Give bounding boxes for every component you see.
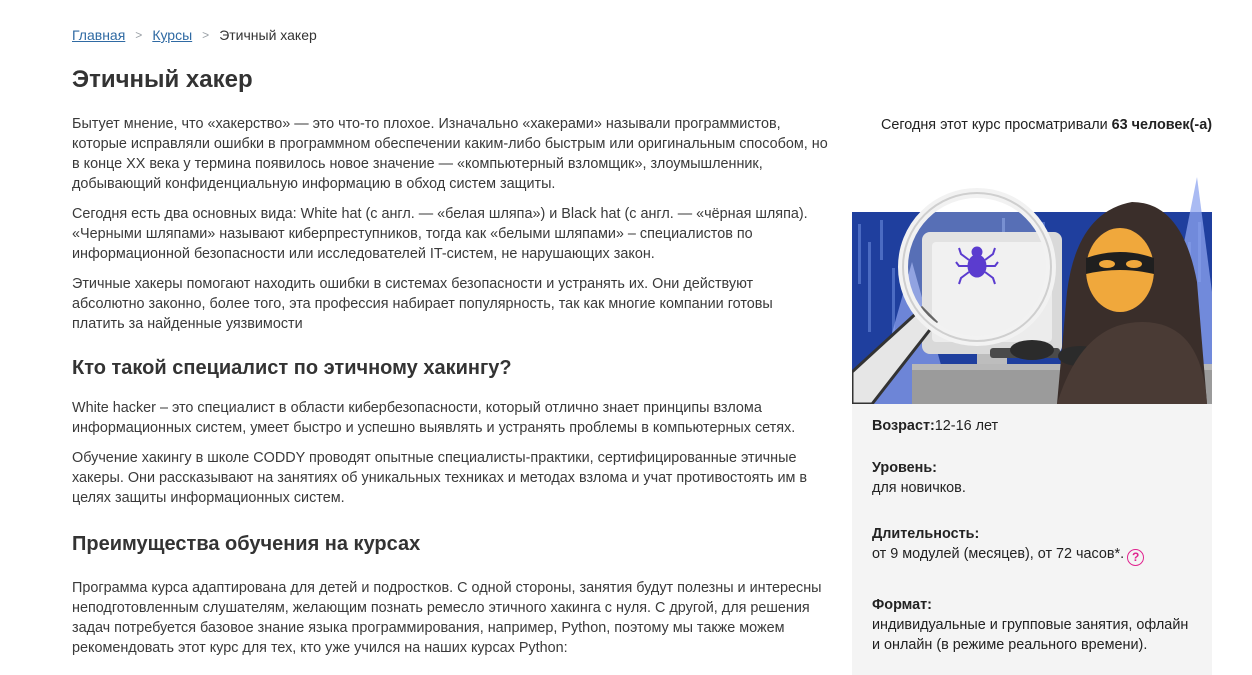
age-row <box>872 416 1192 436</box>
views-counter <box>840 114 1212 136</box>
section-paragraph: Обучение хакингу в школе CODDY проводят опытные специалисты-практики, сертифицированные этичные хакеры. Они рассказывают на занятиях об уникальных техниках и методах взлома и учат противостоять им в целях защиты информационных систем. <box>72 450 808 506</box>
intro-paragraph: Сегодня есть два основных вида: White hat (с англ. — «белая шляпа») и Black hat (с англ. — «чёрная шляпа). «Черными шляпами» называют киберпреступников, тогда как «белыми шляпами» – специалистов по информационной безопасности или исследователей IT-систем, не нарушающих закон. <box>72 206 808 262</box>
level-row <box>872 458 1192 498</box>
breadcrumb-current: Этичный хакер <box>219 27 317 43</box>
section-heading-who: Кто такой специалист по этичному хакингу? <box>72 357 512 379</box>
breadcrumb-separator: > <box>135 28 143 42</box>
course-description <box>72 114 828 668</box>
duration-row <box>872 524 1192 566</box>
section-heading-advantages: Преимущества обучения на курсах <box>72 533 421 555</box>
hacker-illustration <box>852 172 1212 404</box>
format-value: индивидуальные и групповые занятия, офлайн и онлайн (в режиме реального времени). <box>872 617 1189 653</box>
format-label: Формат: <box>872 597 932 613</box>
level-value: для новичков. <box>872 480 966 496</box>
breadcrumb <box>72 26 317 44</box>
page-title: Этичный хакер <box>72 66 253 93</box>
section-paragraph: White hacker – это специалист в области кибербезопасности, который отлично знает принципы взлома информационных систем, умеет быстро и успешно выявлять и устранять проблемы в компьютерных сетях. <box>72 400 796 436</box>
age-label: Возраст: <box>872 418 935 434</box>
format-row <box>872 595 1192 655</box>
intro-paragraph: Бытует мнение, что «хакерство» — это что-то плохое. Изначально «хакерами» называли программистов, которые исправляли ошибки в программном обеспечении каким-либо быстрым или оригинальным способом, но в конце XX века у термина появилось новое значение — «компьютерный взломщик», злоумышленник, добывающий конфиденциальную информацию в обход систем защиты. <box>72 116 828 192</box>
age-value: 12-16 лет <box>934 418 999 434</box>
intro-paragraph: Этичные хакеры помогают находить ошибки в системах безопасности и устранять их. Они действуют абсолютно законно, более того, эта профессия набирает популярность, так как многие компании готовы платить за найденные уязвимости <box>72 276 773 332</box>
views-prefix: Сегодня этот курс просматривали <box>880 117 1112 133</box>
duration-value: от 9 модулей (месяцев), от 72 часов*. <box>872 546 1125 562</box>
views-count: 63 человек(-а) <box>1111 117 1212 133</box>
duration-label: Длительность: <box>872 526 980 542</box>
level-label: Уровень: <box>872 460 937 476</box>
course-hero-image <box>852 172 1212 404</box>
help-icon[interactable]: ? <box>1127 549 1144 566</box>
course-info-panel <box>852 404 1212 675</box>
breadcrumb-separator: > <box>202 28 210 42</box>
section-paragraph: Программа курса адаптирована для детей и подростков. С одной стороны, занятия будут полезны и интересны неподготовленным слушателям, желающим познать ремесло этичного хакинга с нуля. С другой, для решения задач потребуется базовое знание языка программирования, например, Python, поэтому мы также можем рекомендовать этот курс для тех, кто уже учился на наших курсах Python: <box>72 580 822 656</box>
breadcrumb-home-link[interactable]: Главная <box>72 27 126 43</box>
breadcrumb-courses-link[interactable]: Курсы <box>152 27 193 43</box>
